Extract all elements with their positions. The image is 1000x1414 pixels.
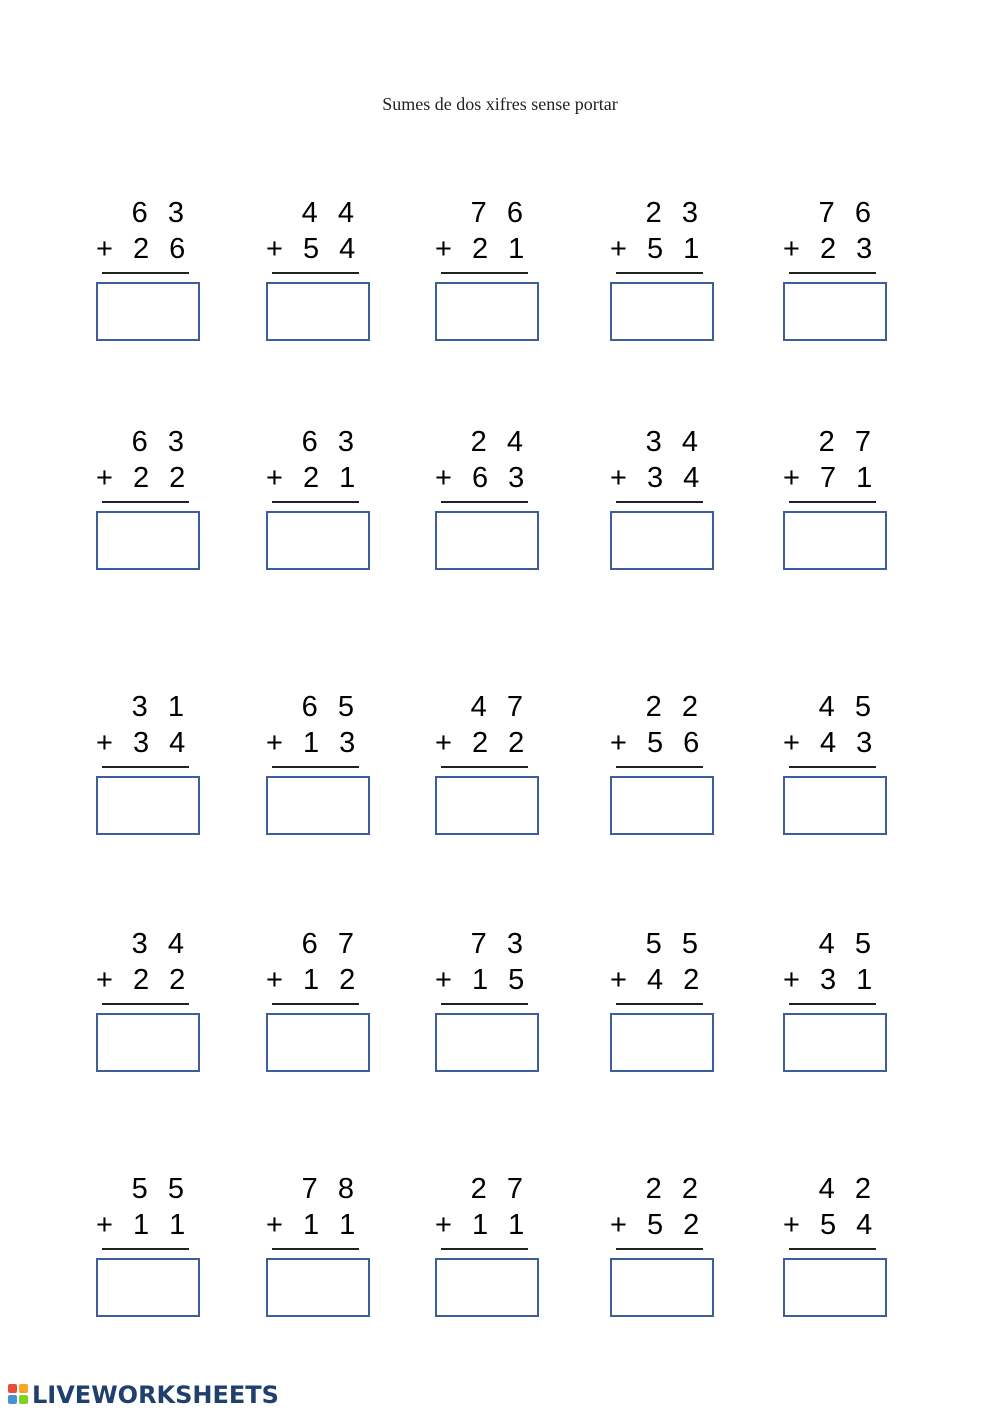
addition-problem: [96, 1172, 216, 1322]
first-addend: 6 3: [301, 426, 360, 458]
first-addend: 6 5: [301, 691, 360, 723]
first-addend: 2 2: [645, 1173, 704, 1205]
first-addend: 6 3: [131, 197, 190, 229]
second-addend: + 1 3: [266, 727, 362, 759]
first-addend: 2 2: [645, 691, 704, 723]
second-addend: + 2 2: [96, 462, 192, 494]
addition-problem: [610, 927, 730, 1077]
second-addend: + 4 2: [610, 964, 706, 996]
sum-line: [616, 272, 703, 274]
second-addend: + 2 2: [96, 964, 192, 996]
addition-problem: [96, 196, 216, 346]
addition-problem: [96, 425, 216, 575]
worksheet-title: Sumes de dos xifres sense portar: [382, 94, 618, 114]
first-addend: 7 6: [470, 197, 529, 229]
addition-problem: [435, 425, 555, 575]
second-addend: + 2 6: [96, 233, 192, 265]
answer-input[interactable]: [783, 1258, 887, 1317]
brand-name: LIVEWORKSHEETS: [32, 1381, 279, 1409]
sum-line: [441, 1248, 528, 1250]
first-addend: 3 4: [645, 426, 704, 458]
answer-input[interactable]: [435, 1013, 539, 1072]
answer-input[interactable]: [610, 776, 714, 835]
sum-line: [616, 501, 703, 503]
second-addend: + 1 2: [266, 964, 362, 996]
answer-input[interactable]: [266, 1013, 370, 1072]
first-addend: 4 5: [818, 691, 877, 723]
answer-input[interactable]: [96, 282, 200, 341]
first-addend: 2 4: [470, 426, 529, 458]
first-addend: 5 5: [645, 928, 704, 960]
second-addend: + 2 1: [435, 233, 531, 265]
answer-input[interactable]: [435, 282, 539, 341]
addition-problem: [610, 1172, 730, 1322]
answer-input[interactable]: [610, 511, 714, 570]
first-addend: 7 6: [818, 197, 877, 229]
first-addend: 2 3: [645, 197, 704, 229]
first-addend: 2 7: [470, 1173, 529, 1205]
first-addend: 7 8: [301, 1173, 360, 1205]
second-addend: + 3 4: [96, 727, 192, 759]
sum-line: [272, 1248, 359, 1250]
addition-problem: [435, 196, 555, 346]
addition-problem: [783, 196, 903, 346]
second-addend: + 2 2: [435, 727, 531, 759]
second-addend: + 1 1: [435, 1209, 531, 1241]
sum-line: [102, 1248, 189, 1250]
second-addend: + 3 4: [610, 462, 706, 494]
addition-problem: [266, 927, 386, 1077]
second-addend: + 5 4: [266, 233, 362, 265]
second-addend: + 4 3: [783, 727, 879, 759]
addition-problem: [266, 196, 386, 346]
answer-input[interactable]: [96, 776, 200, 835]
addition-problem: [783, 425, 903, 575]
sum-line: [789, 1003, 876, 1005]
second-addend: + 1 1: [266, 1209, 362, 1241]
first-addend: 3 4: [131, 928, 190, 960]
footer-brand: [8, 1382, 279, 1408]
first-addend: 6 7: [301, 928, 360, 960]
answer-input[interactable]: [435, 511, 539, 570]
sum-line: [102, 1003, 189, 1005]
answer-input[interactable]: [610, 282, 714, 341]
sum-line: [441, 1003, 528, 1005]
sum-line: [441, 766, 528, 768]
answer-input[interactable]: [783, 282, 887, 341]
sum-line: [616, 766, 703, 768]
first-addend: 4 2: [818, 1173, 877, 1205]
answer-input[interactable]: [266, 776, 370, 835]
first-addend: 5 5: [131, 1173, 190, 1205]
answer-input[interactable]: [266, 511, 370, 570]
sum-line: [441, 272, 528, 274]
second-addend: + 5 6: [610, 727, 706, 759]
answer-input[interactable]: [266, 1258, 370, 1317]
answer-input[interactable]: [610, 1258, 714, 1317]
second-addend: + 5 4: [783, 1209, 879, 1241]
answer-input[interactable]: [783, 1013, 887, 1072]
second-addend: + 1 1: [96, 1209, 192, 1241]
sum-line: [789, 272, 876, 274]
second-addend: + 7 1: [783, 462, 879, 494]
sum-line: [102, 501, 189, 503]
sum-line: [102, 272, 189, 274]
second-addend: + 3 1: [783, 964, 879, 996]
answer-input[interactable]: [266, 282, 370, 341]
addition-problem: [610, 196, 730, 346]
addition-problem: [783, 690, 903, 840]
first-addend: 3 1: [131, 691, 190, 723]
sum-line: [616, 1248, 703, 1250]
addition-problem: [96, 927, 216, 1077]
sum-line: [272, 501, 359, 503]
addition-problem: [96, 690, 216, 840]
second-addend: + 2 1: [266, 462, 362, 494]
first-addend: 4 5: [818, 928, 877, 960]
sum-line: [102, 766, 189, 768]
answer-input[interactable]: [96, 1013, 200, 1072]
answer-input[interactable]: [96, 1258, 200, 1317]
second-addend: + 5 1: [610, 233, 706, 265]
sum-line: [789, 1248, 876, 1250]
addition-problem: [610, 425, 730, 575]
addition-problem: [783, 927, 903, 1077]
first-addend: 4 4: [301, 197, 360, 229]
sum-line: [272, 272, 359, 274]
sum-line: [789, 501, 876, 503]
first-addend: 6 3: [131, 426, 190, 458]
addition-problem: [783, 1172, 903, 1322]
addition-problem: [435, 1172, 555, 1322]
sum-line: [272, 1003, 359, 1005]
first-addend: 7 3: [470, 928, 529, 960]
second-addend: + 6 3: [435, 462, 531, 494]
liveworksheets-logo-icon: [8, 1384, 30, 1406]
answer-input[interactable]: [783, 776, 887, 835]
sum-line: [789, 766, 876, 768]
answer-input[interactable]: [96, 511, 200, 570]
answer-input[interactable]: [435, 1258, 539, 1317]
sum-line: [272, 766, 359, 768]
addition-problem: [266, 425, 386, 575]
addition-problem: [435, 927, 555, 1077]
first-addend: 4 7: [470, 691, 529, 723]
sum-line: [441, 501, 528, 503]
answer-input[interactable]: [610, 1013, 714, 1072]
second-addend: + 1 5: [435, 964, 531, 996]
addition-problem: [266, 690, 386, 840]
addition-problem: [266, 1172, 386, 1322]
addition-problem: [610, 690, 730, 840]
addition-problem: [435, 690, 555, 840]
first-addend: 2 7: [818, 426, 877, 458]
answer-input[interactable]: [435, 776, 539, 835]
sum-line: [616, 1003, 703, 1005]
second-addend: + 5 2: [610, 1209, 706, 1241]
second-addend: + 2 3: [783, 233, 879, 265]
answer-input[interactable]: [783, 511, 887, 570]
